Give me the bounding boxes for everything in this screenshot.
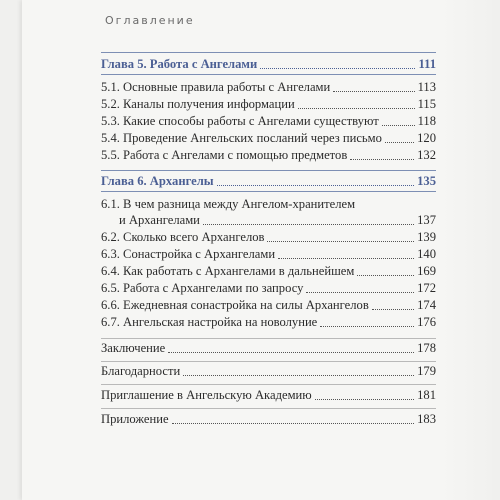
chapter-5-page: 111 [418,57,436,71]
section-rule [101,361,436,362]
toc-entry-label: 5.1. Основные правила работы с Ангелами [101,80,331,94]
leader-dots [260,67,415,69]
toc-entry-label: 5.4. Проведение Ангельских посланий через письмо [101,131,382,145]
toc-entry-label: 6.2. Сколько всего Архангелов [101,230,265,244]
toc-entry-label-continued: и Архангелами [119,213,200,227]
chapter-rule-top [101,52,436,53]
leader-dots [320,325,414,327]
toc-entry-label: Приглашение в Ангельскую Академию [101,388,312,402]
toc-entry-page: 183 [417,412,436,426]
toc-entry-invitation [101,388,436,403]
chapter-6-title: Глава 6. Архангелы [101,174,214,188]
toc-entry-page: 179 [417,364,436,378]
leader-dots [315,398,414,400]
chapter-6-page: 135 [417,174,436,188]
leader-dots [217,184,414,186]
toc-entry [101,281,436,296]
section-rule [101,408,436,409]
running-head: Оглавление [105,14,195,27]
leader-dots [382,124,415,126]
toc-entry-page: 137 [417,213,436,227]
leader-dots [203,223,414,225]
toc-entry-label: 6.4. Как работать с Архангелами в дальнейшем [101,264,355,278]
toc-entry-page: 140 [417,247,436,261]
chapter-5-title: Глава 5. Работа с Ангелами [101,57,258,71]
toc-entry-page: 172 [417,281,436,295]
toc-entry-conclusion [101,341,436,356]
toc-entry-page: 118 [417,114,436,128]
leader-dots [267,240,414,242]
toc-entry-appendix [101,412,436,427]
toc-entry-page: 139 [417,230,436,244]
toc-entry [101,213,436,228]
toc-entry-label: 6.3. Сонастройка с Архангелами [101,247,276,261]
leader-dots [385,141,414,143]
chapter-5-entry [101,57,436,72]
toc-entry-label: Приложение [101,412,169,426]
section-rule [101,338,436,339]
toc-entry-label: 5.3. Какие способы работы с Ангелами существуют [101,114,379,128]
leader-dots [372,308,414,310]
toc-entry [101,148,436,163]
toc-entry-page: 174 [417,298,436,312]
toc-entry-page: 113 [417,80,436,94]
chapter-rule-bottom [101,191,436,192]
chapter-rule-top [101,170,436,171]
leader-dots [298,107,415,109]
toc-entry-page: 181 [417,388,436,402]
leader-dots [357,274,414,276]
leader-dots [278,257,414,259]
toc-entry-label: 5.2. Каналы получения информации [101,97,295,111]
leader-dots [168,351,414,353]
toc-entry-page: 176 [417,315,436,329]
toc-entry [101,131,436,146]
toc-entry [101,114,436,129]
toc-entry [101,230,436,245]
toc-entry-page: 178 [417,341,436,355]
toc-entry-label: 6.5. Работа с Архангелами по запросу [101,281,304,295]
toc-entry-label: Благодарности [101,364,181,378]
toc-entry-page: 132 [417,148,436,162]
toc-entry [101,80,436,95]
toc-entry [101,264,436,279]
chapter-rule-bottom [101,74,436,75]
leader-dots [333,90,414,92]
toc-entry-label: Заключение [101,341,166,355]
toc-entry-page: 169 [417,264,436,278]
toc-entry-label: 6.1. В чем разница между Ангелом-хранителем [101,197,356,211]
toc-entry-label: 6.6. Ежедневная сонастройка на силы Архангелов [101,298,369,312]
toc-entry [101,247,436,262]
toc-entry-label: 6.7. Ангельская настройка на новолуние [101,315,318,329]
chapter-6-entry [101,174,436,189]
leader-dots [183,374,414,376]
toc-entry [101,298,436,313]
toc-entry-label: 5.5. Работа с Ангелами с помощью предметов [101,148,348,162]
leader-dots [306,291,414,293]
toc-entry-page: 115 [417,97,436,111]
page-edge-shade [440,0,500,500]
section-rule [101,384,436,385]
toc-entry [101,315,436,330]
leader-dots [350,158,414,160]
toc-entry [101,97,436,112]
leader-dots [172,422,415,424]
toc-entry-page: 120 [417,131,436,145]
toc-entry-acknowledgements [101,364,436,379]
